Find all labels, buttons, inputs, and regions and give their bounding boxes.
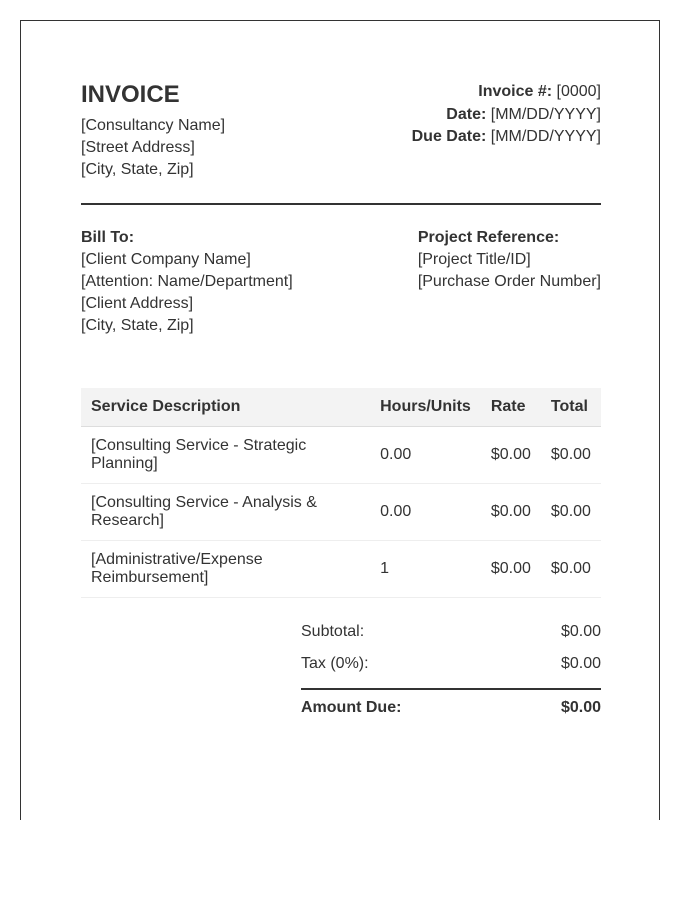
- table-row: [81, 541, 601, 598]
- invoice-page: [20, 20, 660, 820]
- invoice-number-value: [0000]: [552, 83, 601, 100]
- billing-section: [81, 227, 601, 337]
- table-row: [81, 484, 601, 541]
- invoice-date: [412, 104, 601, 127]
- sender-name: [Consultancy Name]: [81, 117, 226, 134]
- client-attention: [Attention: Name/Department]: [81, 273, 293, 290]
- services-table: [81, 388, 601, 598]
- invoice-number: [412, 81, 601, 104]
- project-title: [Project Title/ID]: [417, 251, 531, 268]
- tax-value: $0.00: [560, 655, 601, 672]
- bill-to-label: Bill To:: [81, 229, 135, 246]
- due-date-value: [MM/DD/YYYY]: [486, 128, 601, 145]
- sender-city: [City, State, Zip]: [81, 161, 194, 178]
- service-hours: 0.00: [370, 484, 481, 541]
- tax-row: [301, 654, 601, 674]
- client-city: [City, State, Zip]: [81, 317, 194, 334]
- sender-block: [81, 81, 225, 181]
- header-service-description: Service Description: [81, 388, 370, 427]
- client-company: [Client Company Name]: [81, 251, 251, 268]
- service-description: [Administrative/Expense Reimbursement]: [81, 541, 370, 598]
- subtotal-row: [301, 622, 601, 642]
- totals-block: [301, 622, 601, 718]
- invoice-due-date: [412, 126, 601, 149]
- invoice-number-label: Invoice #:: [478, 83, 553, 100]
- header-hours-units: Hours/Units: [370, 388, 481, 427]
- project-reference-label: Project Reference:: [417, 229, 560, 246]
- service-rate: $0.00: [481, 541, 541, 598]
- tax-label: Tax (0%):: [301, 655, 369, 672]
- sender-street: [Street Address]: [81, 139, 195, 156]
- purchase-order: [Purchase Order Number]: [417, 273, 601, 290]
- invoice-date-label: Date:: [446, 105, 487, 123]
- header-rate: Rate: [481, 388, 541, 427]
- bill-to-block: [81, 227, 293, 337]
- amount-due-row: [301, 698, 601, 718]
- header-total: Total: [541, 388, 601, 427]
- table-row: [81, 427, 601, 484]
- project-reference-block: [418, 227, 601, 293]
- invoice-meta: [412, 81, 601, 149]
- service-hours: 0.00: [370, 427, 481, 484]
- service-description: [Consulting Service - Analysis & Research]: [81, 484, 370, 541]
- invoice-date-value: [MM/DD/YYYY]: [486, 105, 601, 123]
- amount-due-value: $0.00: [560, 699, 601, 716]
- due-date-label: Due Date:: [411, 128, 487, 145]
- subtotal-label: Subtotal:: [301, 623, 365, 640]
- service-rate: $0.00: [481, 484, 541, 541]
- service-total: $0.00: [541, 427, 601, 484]
- client-address: [Client Address]: [81, 295, 194, 312]
- service-rate: $0.00: [481, 427, 541, 484]
- invoice-header: [81, 81, 601, 181]
- service-total: $0.00: [541, 484, 601, 541]
- amount-due-label: Amount Due:: [301, 699, 402, 716]
- table-header-row: [81, 388, 601, 427]
- invoice-title: INVOICE: [81, 81, 180, 108]
- invoice-content: [81, 81, 601, 730]
- subtotal-value: $0.00: [560, 623, 601, 640]
- service-description: [Consulting Service - Strategic Planning]: [81, 427, 370, 484]
- service-hours: 1: [370, 541, 481, 598]
- service-total: $0.00: [541, 541, 601, 598]
- header-divider: [81, 203, 601, 205]
- totals-divider: [301, 688, 601, 690]
